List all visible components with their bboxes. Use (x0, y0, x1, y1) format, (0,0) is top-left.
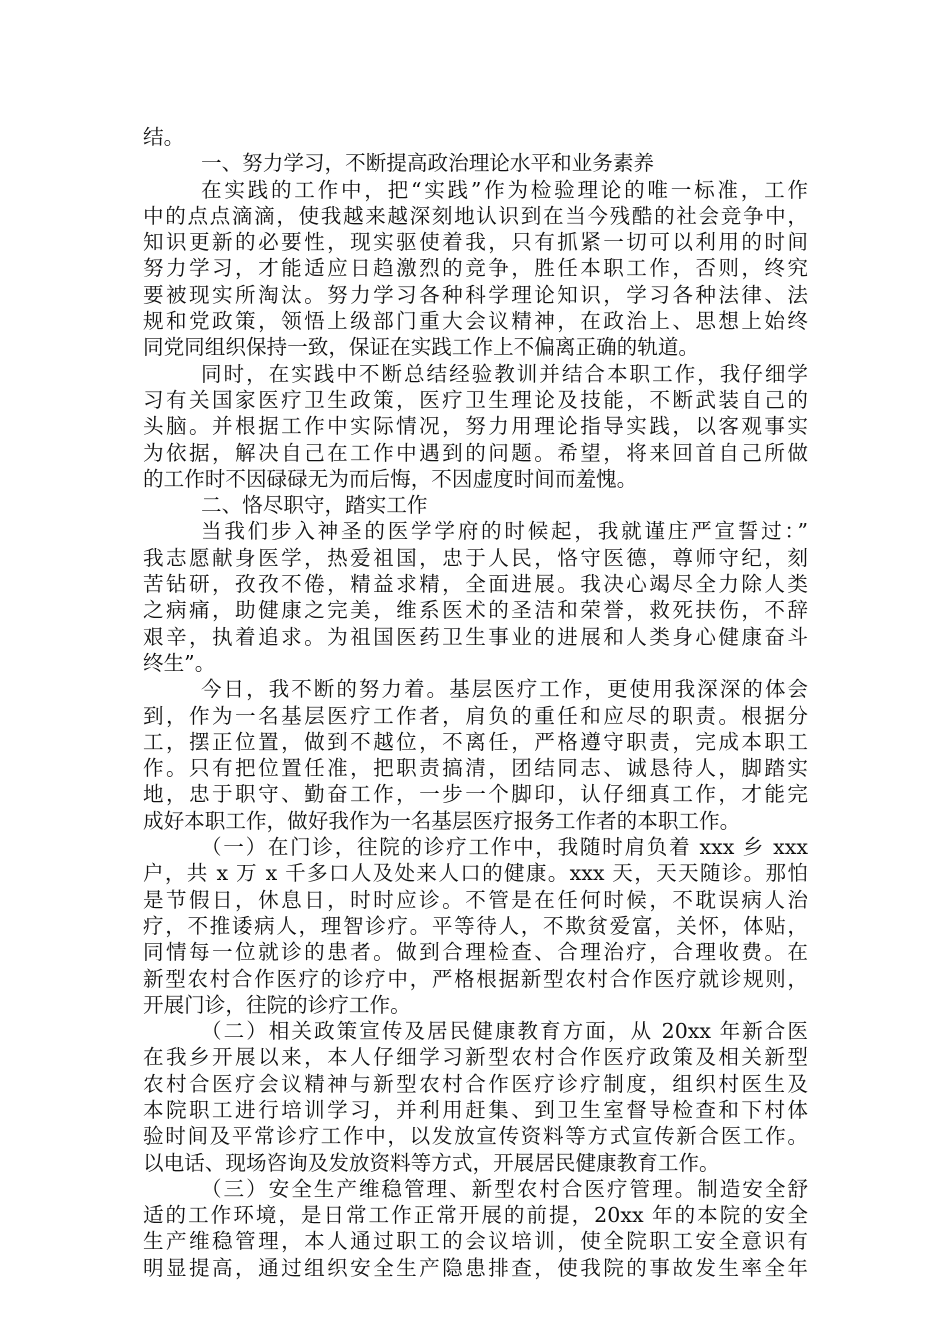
text-line: 中的点点滴滴，使我越来越深刻地认识到在当今残酷的社会竞争中， (143, 203, 808, 228)
text-line: 苦钻研，孜孜不倦，精益求精，全面进展。我决心竭尽全力除人类 (143, 572, 808, 597)
text-line: 一、努力学习，不断提高政治理论水平和业务素养 (201, 151, 655, 176)
text-line: 的工作时不因碌碌无为而后悔，不因虚度时间而羞愧。 (143, 466, 638, 491)
text-line: 生产维稳管理，本人通过职工的会议培训，使全院职工安全意识有 (143, 1229, 808, 1254)
text-line: 在我乡开展以来，本人仔细学习新型农村合作医疗政策及相关新型 (143, 1045, 808, 1070)
text-line: 同情每一位就诊的患者。做到合理检查、合理治疗，合理收费。在 (143, 940, 808, 965)
text-line: 今日，我不断的努力着。基层医疗工作，更使用我深深的体会 (201, 677, 808, 702)
text-line: 之病痛，助健康之完美，维系医术的圣洁和荣誉，救死扶伤，不辞 (143, 598, 808, 623)
text-line: 地，忠于职守、勤奋工作，一步一个脚印，认仔细真工作，才能完 (143, 782, 808, 807)
text-line: 习有关国家医疗卫生政策，医疗卫生理论及技能，不断武装自己的 (143, 387, 808, 412)
text-line: 当我们步入神圣的医学学府的时候起，我就谨庄严宣誓过：” (201, 519, 808, 544)
text-line: 开展门诊，往院的诊疗工作。 (143, 992, 411, 1017)
text-line: 为依据，解决自己在工作中遇到的问题。希望，将来回首自己所做 (143, 440, 808, 465)
text-line: 到，作为一名基层医疗工作者，肩负的重任和应尽的职责。根据分 (143, 703, 808, 728)
text-line: （一）在门诊，往院的诊疗工作中，我随时肩负着 xxx 乡 xxx (201, 835, 808, 860)
text-line: 农村合医疗会议精神与新型农村合作医疗诊疗制度，组织村医生及 (143, 1071, 808, 1096)
text-line: 适的工作环境，是日常工作正常开展的前提，20xx 年的本院的安全 (143, 1203, 808, 1228)
text-line: 我志愿献身医学，热爱祖国，忠于人民，恪守医德，尊师守纪，刻 (143, 545, 808, 570)
text-line: 以电话、现场咨询及发放资料等方式，开展居民健康教育工作。 (143, 1150, 720, 1175)
text-line: 作。只有把位置任准，把职责搞清，团结同志、诚恳待人，脚踏实 (143, 756, 808, 781)
text-line: 明显提高，通过组织安全生产隐患排查，使我院的事故发生率全年 (143, 1255, 808, 1280)
text-line: 本院职工进行培训学习，并利用赶集、到卫生室督导检查和下村体 (143, 1097, 808, 1122)
text-line: 头脑。并根据工作中实际情况，努力用理论指导实践，以客观事实 (143, 414, 808, 439)
text-line: 努力学习，才能适应日趋激烈的竞争，胜任本职工作，否则，终究 (143, 256, 808, 281)
text-line: 规和党政策，领悟上级部门重大会议精神，在政治上、思想上始终 (143, 309, 808, 334)
text-line: 知识更新的必要性，现实驱使着我，只有抓紧一切可以利用的时间 (143, 230, 808, 255)
text-line: 是节假日，休息日，时时应诊。不管是在任何时候，不耽误病人治 (143, 887, 808, 912)
text-line: 结。 (143, 125, 185, 149)
text-line: 工，摆正位置，做到不越位，不离任，严格遵守职责，完成本职工 (143, 729, 808, 754)
text-line: 同党同组织保持一致，保证在实践工作上不偏离正确的轨道。 (143, 335, 700, 360)
text-line: 户，共 x 万 x 千多口人及处来人口的健康。xxx 天，天天随诊。那怕 (143, 861, 808, 886)
text-line: 成好本职工作，做好我作为一名基层医疗报务工作者的本职工作。 (143, 808, 741, 833)
text-line: 要被现实所淘汰。努力学习各种科学理论知识，学习各种法律、法 (143, 282, 808, 307)
text-line: （二）相关政策宣传及居民健康教育方面，从 20xx 年新合医 (201, 1019, 808, 1044)
text-line: 新型农村合作医疗的诊疗中，严格根据新型农村合作医疗就诊规则， (143, 966, 808, 991)
text-line: 疗，不推诿病人，理智诊疗。平等待人，不欺贫爱富，关怀，体贴， (143, 913, 808, 938)
text-line: 验时间及平常诊疗工作中，以发放宣传资料等方式宣传新合医工作。 (143, 1124, 808, 1149)
text-line: 同时，在实践中不断总结经验教训并结合本职工作，我仔细学 (201, 361, 808, 386)
text-line: 在实践的工作中，把“实践”作为检验理论的唯一标准，工作 (201, 177, 808, 202)
document-body (143, 124, 808, 1281)
text-line: 二、恪尽职守，踏实工作 (201, 493, 428, 518)
text-line: 艰辛，执着追求。为祖国医药卫生事业的进展和人类身心健康奋斗 (143, 624, 808, 649)
text-line: 终生”。 (143, 650, 216, 675)
text-line: （三）安全生产维稳管理、新型农村合医疗管理。制造安全舒 (201, 1176, 808, 1201)
